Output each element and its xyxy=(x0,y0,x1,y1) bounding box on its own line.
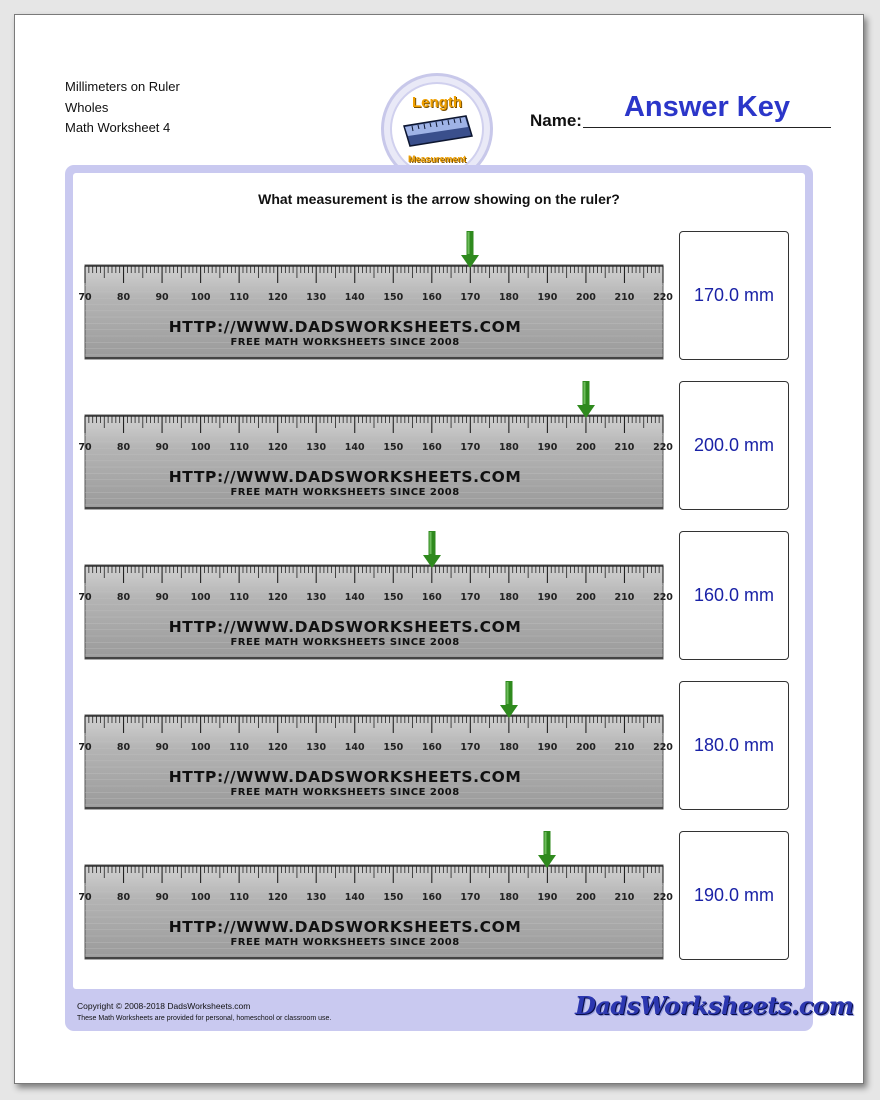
ruler xyxy=(78,265,673,359)
ruler-tick-label: 220 xyxy=(653,742,673,753)
ruler-tick-label: 180 xyxy=(498,742,519,753)
pointer-arrow xyxy=(499,681,519,719)
ruler-sub-text: FREE MATH WORKSHEETS SINCE 2008 xyxy=(230,637,460,648)
problem-row-2 xyxy=(73,381,805,513)
ruler xyxy=(78,415,673,509)
ruler-tick-label: 110 xyxy=(229,892,250,903)
ruler-tick-label: 160 xyxy=(421,292,442,303)
pointer-arrow xyxy=(576,381,596,419)
ruler-tick-label: 130 xyxy=(306,292,327,303)
ruler-tick-label: 150 xyxy=(383,892,404,903)
badge-subtitle: Measurement xyxy=(407,154,467,164)
ruler-tick-label: 180 xyxy=(498,592,519,603)
ruler-sub-text: FREE MATH WORKSHEETS SINCE 2008 xyxy=(230,487,460,498)
ruler-tick-label: 200 xyxy=(576,592,596,603)
answer-box: 160.0 mm xyxy=(679,531,789,660)
ruler-tick-label: 100 xyxy=(190,742,211,753)
ruler-tick-label: 110 xyxy=(229,292,250,303)
worksheet-title-block xyxy=(65,77,180,139)
answer-key-title: Answer Key xyxy=(623,91,790,123)
problem-row-4 xyxy=(73,681,805,813)
badge-title: Length xyxy=(412,94,462,111)
ruler-tick-label: 140 xyxy=(344,442,365,453)
ruler-tick-label: 210 xyxy=(614,442,635,453)
ruler-sub-text: FREE MATH WORKSHEETS SINCE 2008 xyxy=(230,937,460,948)
ruler-tick-label: 140 xyxy=(344,742,365,753)
ruler-tick-label: 190 xyxy=(537,292,558,303)
ruler-tick-label: 220 xyxy=(653,292,673,303)
ruler-tick-label: 210 xyxy=(614,742,635,753)
ruler-tick-label: 80 xyxy=(116,742,131,753)
worksheet-number: Math Worksheet 4 xyxy=(65,120,171,135)
ruler-tick-label: 140 xyxy=(344,892,365,903)
pointer-arrow xyxy=(422,531,442,569)
ruler-tick-label: 160 xyxy=(421,892,442,903)
problem-row-5 xyxy=(73,831,805,963)
ruler-tick-label: 170 xyxy=(460,292,481,303)
worksheet-subtitle: Wholes xyxy=(65,99,109,115)
ruler-tick-label: 90 xyxy=(155,442,169,453)
ruler-tick-label: 120 xyxy=(267,442,288,453)
ruler-tick-label: 80 xyxy=(116,892,131,903)
ruler-tick-label: 160 xyxy=(421,592,442,603)
ruler-tick-label: 70 xyxy=(78,292,92,303)
problem-row-1 xyxy=(73,231,805,363)
usage-note: These Math Worksheets are provided for personal, homeschool or classroom use. xyxy=(77,1015,332,1022)
ruler-tick-label: 210 xyxy=(614,592,635,603)
pointer-arrow xyxy=(460,231,480,269)
ruler-tick-label: 100 xyxy=(190,292,211,303)
ruler-tick-label: 170 xyxy=(460,742,481,753)
ruler-tick-label: 190 xyxy=(537,892,558,903)
ruler-tick-label: 220 xyxy=(653,892,673,903)
ruler-tick-label: 150 xyxy=(383,292,404,303)
ruler-tick-label: 90 xyxy=(155,292,169,303)
problem-area xyxy=(73,173,805,989)
ruler-tick-label: 180 xyxy=(498,892,519,903)
ruler-tick-label: 200 xyxy=(576,442,596,453)
name-label: Name: xyxy=(530,111,582,130)
ruler-tick-label: 130 xyxy=(306,892,327,903)
ruler-tick-label: 140 xyxy=(344,592,365,603)
ruler-tick-label: 90 xyxy=(155,742,169,753)
worksheet-title: Millimeters on Ruler xyxy=(65,79,180,94)
pointer-arrow xyxy=(537,831,557,869)
worksheet-frame xyxy=(65,165,854,1031)
answer-box: 200.0 mm xyxy=(679,381,789,510)
ruler-tick-label: 70 xyxy=(78,442,92,453)
ruler-tick-label: 140 xyxy=(344,292,365,303)
ruler-tick-label: 160 xyxy=(421,442,442,453)
ruler-url-text: HTTP://WWW.DADSWORKSHEETS.COM xyxy=(168,768,522,786)
ruler-tick-label: 200 xyxy=(576,892,596,903)
ruler-tick-label: 110 xyxy=(229,442,250,453)
ruler-url-text: HTTP://WWW.DADSWORKSHEETS.COM xyxy=(168,468,522,486)
ruler-tick-label: 120 xyxy=(267,292,288,303)
ruler xyxy=(78,715,673,809)
ruler-tick-label: 80 xyxy=(116,442,131,453)
answer-box: 170.0 mm xyxy=(679,231,789,360)
ruler-sub-text: FREE MATH WORKSHEETS SINCE 2008 xyxy=(230,337,460,348)
ruler-tick-label: 100 xyxy=(190,892,211,903)
ruler-tick-label: 130 xyxy=(306,742,327,753)
ruler-tick-label: 190 xyxy=(537,442,558,453)
ruler-tick-label: 70 xyxy=(78,892,92,903)
ruler-tick-label: 150 xyxy=(383,442,404,453)
copyright-text: Copyright © 2008-2018 DadsWorksheets.com xyxy=(77,1001,251,1011)
ruler-tick-label: 150 xyxy=(383,592,404,603)
ruler-tick-label: 190 xyxy=(537,592,558,603)
ruler-tick-label: 170 xyxy=(460,442,481,453)
worksheet-page xyxy=(14,14,864,1084)
ruler-tick-label: 130 xyxy=(306,592,327,603)
ruler-tick-label: 80 xyxy=(116,292,131,303)
ruler-tick-label: 100 xyxy=(190,442,211,453)
ruler-tick-label: 200 xyxy=(576,292,596,303)
ruler-tick-label: 90 xyxy=(155,892,169,903)
ruler-tick-label: 90 xyxy=(155,592,169,603)
ruler-url-text: HTTP://WWW.DADSWORKSHEETS.COM xyxy=(168,618,522,636)
ruler-tick-label: 150 xyxy=(383,742,404,753)
ruler xyxy=(78,865,673,959)
ruler-tick-label: 220 xyxy=(653,442,673,453)
ruler-tick-label: 170 xyxy=(460,892,481,903)
dadsworksheets-logo: DadsWorksheets.com xyxy=(575,991,854,1020)
ruler-url-text: HTTP://WWW.DADSWORKSHEETS.COM xyxy=(168,318,522,336)
ruler-tick-label: 70 xyxy=(78,742,92,753)
ruler-tick-label: 180 xyxy=(498,442,519,453)
ruler-tick-label: 210 xyxy=(614,892,635,903)
ruler-tick-label: 180 xyxy=(498,292,519,303)
ruler-url-text: HTTP://WWW.DADSWORKSHEETS.COM xyxy=(168,918,522,936)
ruler-tick-label: 190 xyxy=(537,742,558,753)
ruler-tick-label: 110 xyxy=(229,742,250,753)
ruler-tick-label: 120 xyxy=(267,742,288,753)
ruler xyxy=(78,565,673,659)
name-line xyxy=(583,127,831,128)
ruler-tick-label: 120 xyxy=(267,592,288,603)
ruler-tick-label: 110 xyxy=(229,592,250,603)
ruler-tick-label: 210 xyxy=(614,292,635,303)
ruler-tick-label: 80 xyxy=(116,592,131,603)
question-text: What measurement is the arrow showing on the ruler? xyxy=(258,191,620,207)
ruler-tick-label: 100 xyxy=(190,592,211,603)
ruler-tick-label: 70 xyxy=(78,592,92,603)
ruler-tick-label: 120 xyxy=(267,892,288,903)
ruler-tick-label: 130 xyxy=(306,442,327,453)
answer-box: 180.0 mm xyxy=(679,681,789,810)
ruler-sub-text: FREE MATH WORKSHEETS SINCE 2008 xyxy=(230,787,460,798)
ruler-icon xyxy=(400,114,476,150)
ruler-tick-label: 220 xyxy=(653,592,673,603)
ruler-tick-label: 200 xyxy=(576,742,596,753)
ruler-tick-label: 170 xyxy=(460,592,481,603)
answer-box: 190.0 mm xyxy=(679,831,789,960)
problem-row-3 xyxy=(73,531,805,663)
ruler-tick-label: 160 xyxy=(421,742,442,753)
